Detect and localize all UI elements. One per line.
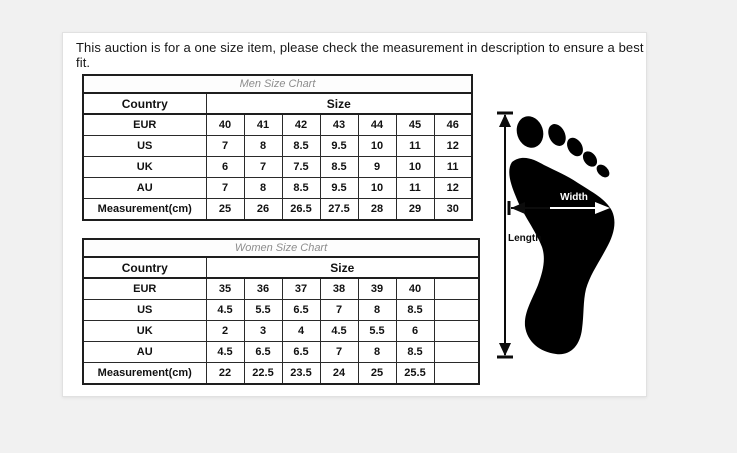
size-cell: 6.5 [282, 300, 320, 321]
size-cell: 9.5 [320, 178, 358, 199]
size-cell: 28 [358, 199, 396, 221]
width-label: Width [560, 192, 588, 203]
size-cell: 38 [320, 278, 358, 300]
size-cell: 41 [244, 114, 282, 136]
size-cell: 7.5 [282, 157, 320, 178]
size-cell [434, 278, 479, 300]
size-cell: 11 [396, 136, 434, 157]
size-cell: 5.5 [244, 300, 282, 321]
men-chart-header-row [83, 93, 472, 114]
size-cell: 12 [434, 178, 472, 199]
size-cell: 6 [206, 157, 244, 178]
women-size-header: Size [206, 257, 479, 278]
size-cell: 25 [358, 363, 396, 385]
size-cell: 45 [396, 114, 434, 136]
size-cell: 8 [358, 342, 396, 363]
size-cell: 39 [358, 278, 396, 300]
men-chart-title-row [83, 75, 472, 93]
size-cell: 24 [320, 363, 358, 385]
size-cell: 22.5 [244, 363, 282, 385]
size-cell: 8.5 [396, 342, 434, 363]
size-cell: 26 [244, 199, 282, 221]
size-cell: 22 [206, 363, 244, 385]
size-cell: 42 [282, 114, 320, 136]
size-cell: 11 [396, 178, 434, 199]
size-cell: 6 [396, 321, 434, 342]
women-country-header: Country [83, 257, 206, 278]
men-chart-title: Men Size Chart [83, 75, 472, 93]
size-cell: 7 [320, 300, 358, 321]
size-cell [434, 342, 479, 363]
size-cell: 10 [396, 157, 434, 178]
size-cell: 8 [244, 136, 282, 157]
size-cell: 25.5 [396, 363, 434, 385]
size-cell: 30 [434, 199, 472, 221]
size-cell: 26.5 [282, 199, 320, 221]
size-cell: 46 [434, 114, 472, 136]
table-row [83, 342, 479, 363]
women-chart-header-row [83, 257, 479, 278]
table-row [83, 300, 479, 321]
women-size-chart-table [82, 238, 480, 385]
men-size-chart-table [82, 74, 473, 221]
size-cell: 8.5 [282, 136, 320, 157]
table-row [83, 278, 479, 300]
row-label: US [83, 136, 206, 157]
row-label: US [83, 300, 206, 321]
size-cell: 3 [244, 321, 282, 342]
size-cell: 4.5 [206, 342, 244, 363]
size-cell: 8.5 [320, 157, 358, 178]
size-cell: 7 [206, 178, 244, 199]
size-cell: 7 [320, 342, 358, 363]
size-cell: 12 [434, 136, 472, 157]
size-cell: 25 [206, 199, 244, 221]
size-cell: 11 [434, 157, 472, 178]
auction-notice-text: This auction is for a one size item, please check the measurement in description to ensure a best fit. [76, 40, 644, 70]
size-cell: 8.5 [282, 178, 320, 199]
size-cell: 36 [244, 278, 282, 300]
size-cell: 4.5 [320, 321, 358, 342]
row-label: UK [83, 157, 206, 178]
size-cell: 10 [358, 136, 396, 157]
size-cell: 9 [358, 157, 396, 178]
size-cell: 6.5 [282, 342, 320, 363]
size-cell [434, 321, 479, 342]
row-label: AU [83, 178, 206, 199]
table-row [83, 321, 479, 342]
size-cell: 27.5 [320, 199, 358, 221]
size-cell: 2 [206, 321, 244, 342]
size-cell: 40 [396, 278, 434, 300]
row-label: Measurement(cm) [83, 199, 206, 221]
men-country-header: Country [83, 93, 206, 114]
row-label: UK [83, 321, 206, 342]
size-cell: 4 [282, 321, 320, 342]
size-cell: 10 [358, 178, 396, 199]
size-cell: 35 [206, 278, 244, 300]
foot-measurement-diagram [490, 101, 650, 373]
table-row [83, 178, 472, 199]
row-label: EUR [83, 278, 206, 300]
size-cell: 9.5 [320, 136, 358, 157]
size-cell [434, 300, 479, 321]
size-cell: 43 [320, 114, 358, 136]
size-cell: 4.5 [206, 300, 244, 321]
men-size-header: Size [206, 93, 472, 114]
size-cell [434, 363, 479, 385]
table-row [83, 136, 472, 157]
size-cell: 44 [358, 114, 396, 136]
size-cell: 8 [244, 178, 282, 199]
table-row [83, 114, 472, 136]
table-row [83, 157, 472, 178]
size-cell: 23.5 [282, 363, 320, 385]
size-cell: 40 [206, 114, 244, 136]
table-row [83, 199, 472, 221]
row-label: AU [83, 342, 206, 363]
size-cell: 8 [358, 300, 396, 321]
length-label: Length [508, 233, 542, 244]
size-cell: 5.5 [358, 321, 396, 342]
size-cell: 7 [206, 136, 244, 157]
women-chart-title-row [83, 239, 479, 257]
size-cell: 8.5 [396, 300, 434, 321]
size-cell: 37 [282, 278, 320, 300]
row-label: Measurement(cm) [83, 363, 206, 385]
listing-panel [62, 32, 647, 397]
size-cell: 7 [244, 157, 282, 178]
row-label: EUR [83, 114, 206, 136]
size-cell: 29 [396, 199, 434, 221]
women-chart-title: Women Size Chart [83, 239, 479, 257]
size-cell: 6.5 [244, 342, 282, 363]
table-row [83, 363, 479, 385]
